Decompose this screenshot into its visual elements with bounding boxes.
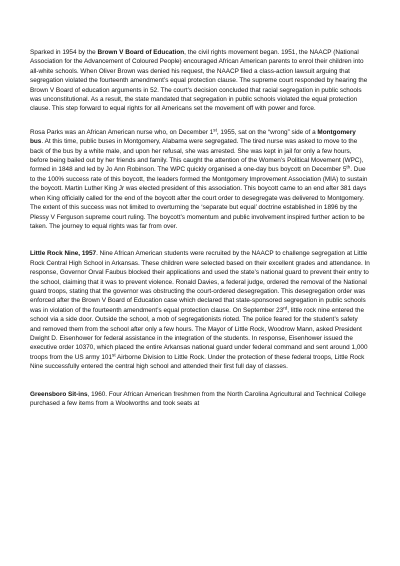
- text-run: , 1955, sat on the “wrong” side of a: [216, 128, 318, 136]
- superscript-text: rd: [283, 305, 288, 311]
- superscript-text: th: [346, 164, 351, 170]
- superscript-text: st: [112, 352, 116, 358]
- text-run: Rosa Parks was an African American nurse who, on December 1: [30, 128, 214, 136]
- text-run: , little rock nine entered the school via a side door. Outside the school, a mob of segregationists rioted. The police feared for the student’s safety and removed them from the school after only a few hours. The Mayor of Little Rock, Woodrow Mann, asked President Dwight D. Eisenhower for federal assistance in the integration of the students. In response, Eisenhower issued the executive order 10370, which placed the entire Arkansas national guard under federal command and sent around 1,000 troops from the US army 101: [30, 306, 368, 361]
- bold-text: Greensboro Sit-ins: [30, 390, 88, 398]
- text-run: , 1960. Four African American freshmen from the North Carolina Agricultural and Technical College purchased a few items from a Woolworths and took seats at: [30, 390, 366, 407]
- paragraph-montgomery-bus: [30, 128, 370, 231]
- bold-text: Little Rock Nine, 1957: [30, 250, 97, 258]
- text-run: Airborne Division to Little Rock. Under the protection of these federal troops, Little Rock Nine successfully entered the central high school and attended their first full day of classes.: [30, 353, 365, 371]
- text-run: . Due to the 100% success rate of this boycott, the leaders formed the Montgomery Improvement Association (MIA) to sustain the boycott. Martin Luther King Jr was elected president of this association. This boycott came to an end after 381 days when King officially called for the end of the boycott after the court order to desegregate was delivered to Montgomery. The extent of this success was not limited to overturning the ‘separate but equal’ doctrine established in 1896 by the Plessy V Ferguson supreme court ruling. The boycott’s momentum and public involvement inspired further action to be taken. The journey to equal rights was far from over.: [30, 166, 368, 230]
- superscript-text: st: [213, 127, 217, 133]
- paragraph-greensboro-sit-ins: [30, 390, 370, 409]
- bold-text: Brown V Board of Education: [97, 49, 185, 56]
- text-run: . Nine African American students were recruited by the NAACP to challenge segregation at Little Rock Central High School in Arkansas. These children were selected based on their excellent grades and attendance. In response, Governor Orval Faubus blocked their applications and used the state’s national guard to prevent their entry to the school, claiming that it was to prevent violence. Ronald Davies, a federal judge, ordered the removal of the National guard troops, stating that the governor was obstructing the court-ordered desegregation. This desegregation order was enforced after the Brown V Board of Education case which declared that state-sponsored segregation in public schools was in violation of the fourteenth amendment’s equal protection clause. On September 23: [30, 250, 370, 314]
- paragraph-brown-v-board: [30, 48, 370, 114]
- paragraph-little-rock-nine: [30, 249, 370, 371]
- text-run: . At this time, public buses in Montgomery, Alabama were segregated. The tired nurse was asked to move to the back of the bus by a white male, and upon her refusal, she was arrested. She was kept in jail for only a few hours, before being bailed out by her friends and family. This caught the attention of the Women’s Political Movement (WPC), formed in 1848 and led by Jo Ann Robinson. The WPC quickly organised a one-day bus boycott on December 5: [30, 138, 364, 174]
- bold-text: Montgomery bus: [30, 128, 356, 146]
- text-run: , the civil rights movement began. 1951, the NAACP (National Association for the Advancement of Coloured People) encouraged African American parents to enrol their children into all-white schools. When Oliver Brown was denied his request, the NAACP filed a class-action lawsuit arguing that segregation violated the fourteenth amendment’s equal protection clause. The supreme court responded by hearing the Brown V Board of education arguments in 52. The court’s decision concluded that racial segregation in public schools was unconstitutional. As a result, the state mandated that segregation in public schools violated the equal protection clause. This step forward to equal rights for all Americans set the movement off with power and force.: [30, 49, 368, 113]
- text-run: Sparked in 1954 by the: [30, 49, 98, 56]
